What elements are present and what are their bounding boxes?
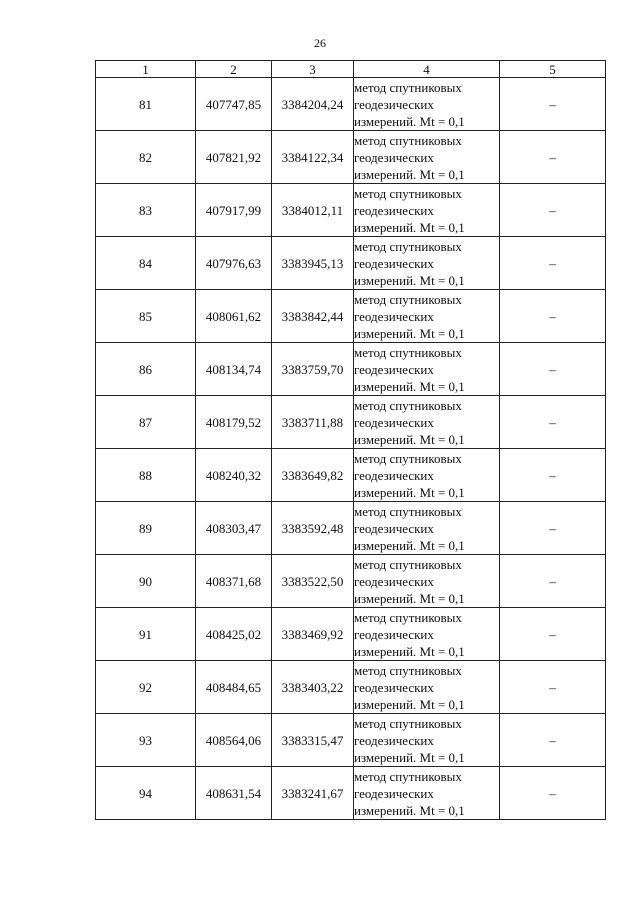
point-number-cell: 87 [96,396,196,449]
y-coordinate-cell: 3383241,67 [272,767,354,820]
point-number-cell: 88 [96,449,196,502]
method-cell [354,131,500,184]
x-coordinate-cell: 407821,92 [196,131,272,184]
method-cell [354,767,500,820]
method-cell [354,502,500,555]
x-coordinate-cell: 408303,47 [196,502,272,555]
table-header-row [96,61,606,78]
note-cell: – [500,131,606,184]
note-cell: – [500,237,606,290]
method-line: геодезических [354,308,434,324]
method-cell [354,714,500,767]
method-line: метод спутниковых [354,662,462,678]
method-line: геодезических [354,361,434,377]
x-coordinate-cell: 408564,06 [196,714,272,767]
point-number-cell: 85 [96,290,196,343]
method-cell [354,237,500,290]
method-line: измерений. Mt = 0,1 [354,537,465,553]
method-line: геодезических [354,255,434,271]
note-cell: – [500,396,606,449]
note-cell: – [500,608,606,661]
note-cell: – [500,78,606,131]
header-col-3: 3 [272,61,354,78]
point-number-cell: 86 [96,343,196,396]
x-coordinate-cell: 408134,74 [196,343,272,396]
y-coordinate-cell: 3383649,82 [272,449,354,502]
note-cell: – [500,184,606,237]
method-cell [354,396,500,449]
x-coordinate-cell: 407976,63 [196,237,272,290]
method-line: метод спутниковых [354,132,462,148]
method-line: измерений. Mt = 0,1 [354,431,465,447]
x-coordinate-cell: 407747,85 [196,78,272,131]
method-cell [354,661,500,714]
note-cell: – [500,661,606,714]
method-line: геодезических [354,149,434,165]
method-line: геодезических [354,467,434,483]
x-coordinate-cell: 408484,65 [196,661,272,714]
point-number-cell: 93 [96,714,196,767]
method-line: измерений. Mt = 0,1 [354,272,465,288]
method-line: метод спутниковых [354,397,462,413]
page-number: 26 [314,36,326,50]
method-line: измерений. Mt = 0,1 [354,749,465,765]
table-row [96,237,606,290]
point-number-cell: 92 [96,661,196,714]
method-line: геодезических [354,96,434,112]
y-coordinate-cell: 3383842,44 [272,290,354,343]
table-row [96,714,606,767]
table-row [96,290,606,343]
point-number-cell: 94 [96,767,196,820]
note-cell: – [500,555,606,608]
y-coordinate-cell: 3384204,24 [272,78,354,131]
table-row [96,608,606,661]
y-coordinate-cell: 3384012,11 [272,184,354,237]
table-body [96,78,606,820]
table-row [96,661,606,714]
x-coordinate-cell: 408179,52 [196,396,272,449]
table-row [96,396,606,449]
method-line: измерений. Mt = 0,1 [354,802,465,818]
y-coordinate-cell: 3383403,22 [272,661,354,714]
method-line: метод спутниковых [354,503,462,519]
y-coordinate-cell: 3383315,47 [272,714,354,767]
point-number-cell: 84 [96,237,196,290]
method-line: геодезических [354,732,434,748]
table-row [96,449,606,502]
point-number-cell: 91 [96,608,196,661]
y-coordinate-cell: 3383469,92 [272,608,354,661]
header-col-4: 4 [354,61,500,78]
method-line: геодезических [354,520,434,536]
note-cell: – [500,502,606,555]
x-coordinate-cell: 408631,54 [196,767,272,820]
header-col-2: 2 [196,61,272,78]
header-col-5: 5 [500,61,606,78]
method-line: метод спутниковых [354,185,462,201]
table-row [96,131,606,184]
y-coordinate-cell: 3383711,88 [272,396,354,449]
x-coordinate-cell: 407917,99 [196,184,272,237]
point-number-cell: 90 [96,555,196,608]
y-coordinate-cell: 3383522,50 [272,555,354,608]
method-line: метод спутниковых [354,715,462,731]
header-col-1: 1 [96,61,196,78]
point-number-cell: 83 [96,184,196,237]
method-line: измерений. Mt = 0,1 [354,166,465,182]
method-line: геодезических [354,202,434,218]
method-line: измерений. Mt = 0,1 [354,325,465,341]
point-number-cell: 81 [96,78,196,131]
method-line: метод спутниковых [354,344,462,360]
y-coordinate-cell: 3383945,13 [272,237,354,290]
method-line: метод спутниковых [354,238,462,254]
method-line: метод спутниковых [354,79,462,95]
y-coordinate-cell: 3384122,34 [272,131,354,184]
method-cell [354,608,500,661]
table-row [96,767,606,820]
y-coordinate-cell: 3383592,48 [272,502,354,555]
x-coordinate-cell: 408061,62 [196,290,272,343]
table-row [96,184,606,237]
method-line: метод спутниковых [354,450,462,466]
method-line: измерений. Mt = 0,1 [354,378,465,394]
method-cell [354,343,500,396]
point-number-cell: 82 [96,131,196,184]
table-row [96,78,606,131]
x-coordinate-cell: 408425,02 [196,608,272,661]
coordinates-table [95,60,606,820]
table-row [96,502,606,555]
method-line: метод спутниковых [354,556,462,572]
method-line: измерений. Mt = 0,1 [354,484,465,500]
point-number-cell: 89 [96,502,196,555]
method-line: метод спутниковых [354,291,462,307]
method-line: измерений. Mt = 0,1 [354,590,465,606]
method-cell [354,555,500,608]
note-cell: – [500,714,606,767]
method-cell [354,78,500,131]
note-cell: – [500,343,606,396]
method-cell [354,449,500,502]
method-line: метод спутниковых [354,768,462,784]
method-line: измерений. Mt = 0,1 [354,113,465,129]
method-line: измерений. Mt = 0,1 [354,219,465,235]
method-line: измерений. Mt = 0,1 [354,696,465,712]
method-line: геодезических [354,573,434,589]
method-line: геодезических [354,679,434,695]
method-line: геодезических [354,785,434,801]
note-cell: – [500,290,606,343]
note-cell: – [500,767,606,820]
note-cell: – [500,449,606,502]
method-line: геодезических [354,414,434,430]
y-coordinate-cell: 3383759,70 [272,343,354,396]
x-coordinate-cell: 408240,32 [196,449,272,502]
method-line: геодезических [354,626,434,642]
method-line: измерений. Mt = 0,1 [354,643,465,659]
table-row [96,555,606,608]
method-line: метод спутниковых [354,609,462,625]
x-coordinate-cell: 408371,68 [196,555,272,608]
table-row [96,343,606,396]
method-cell [354,290,500,343]
method-cell [354,184,500,237]
